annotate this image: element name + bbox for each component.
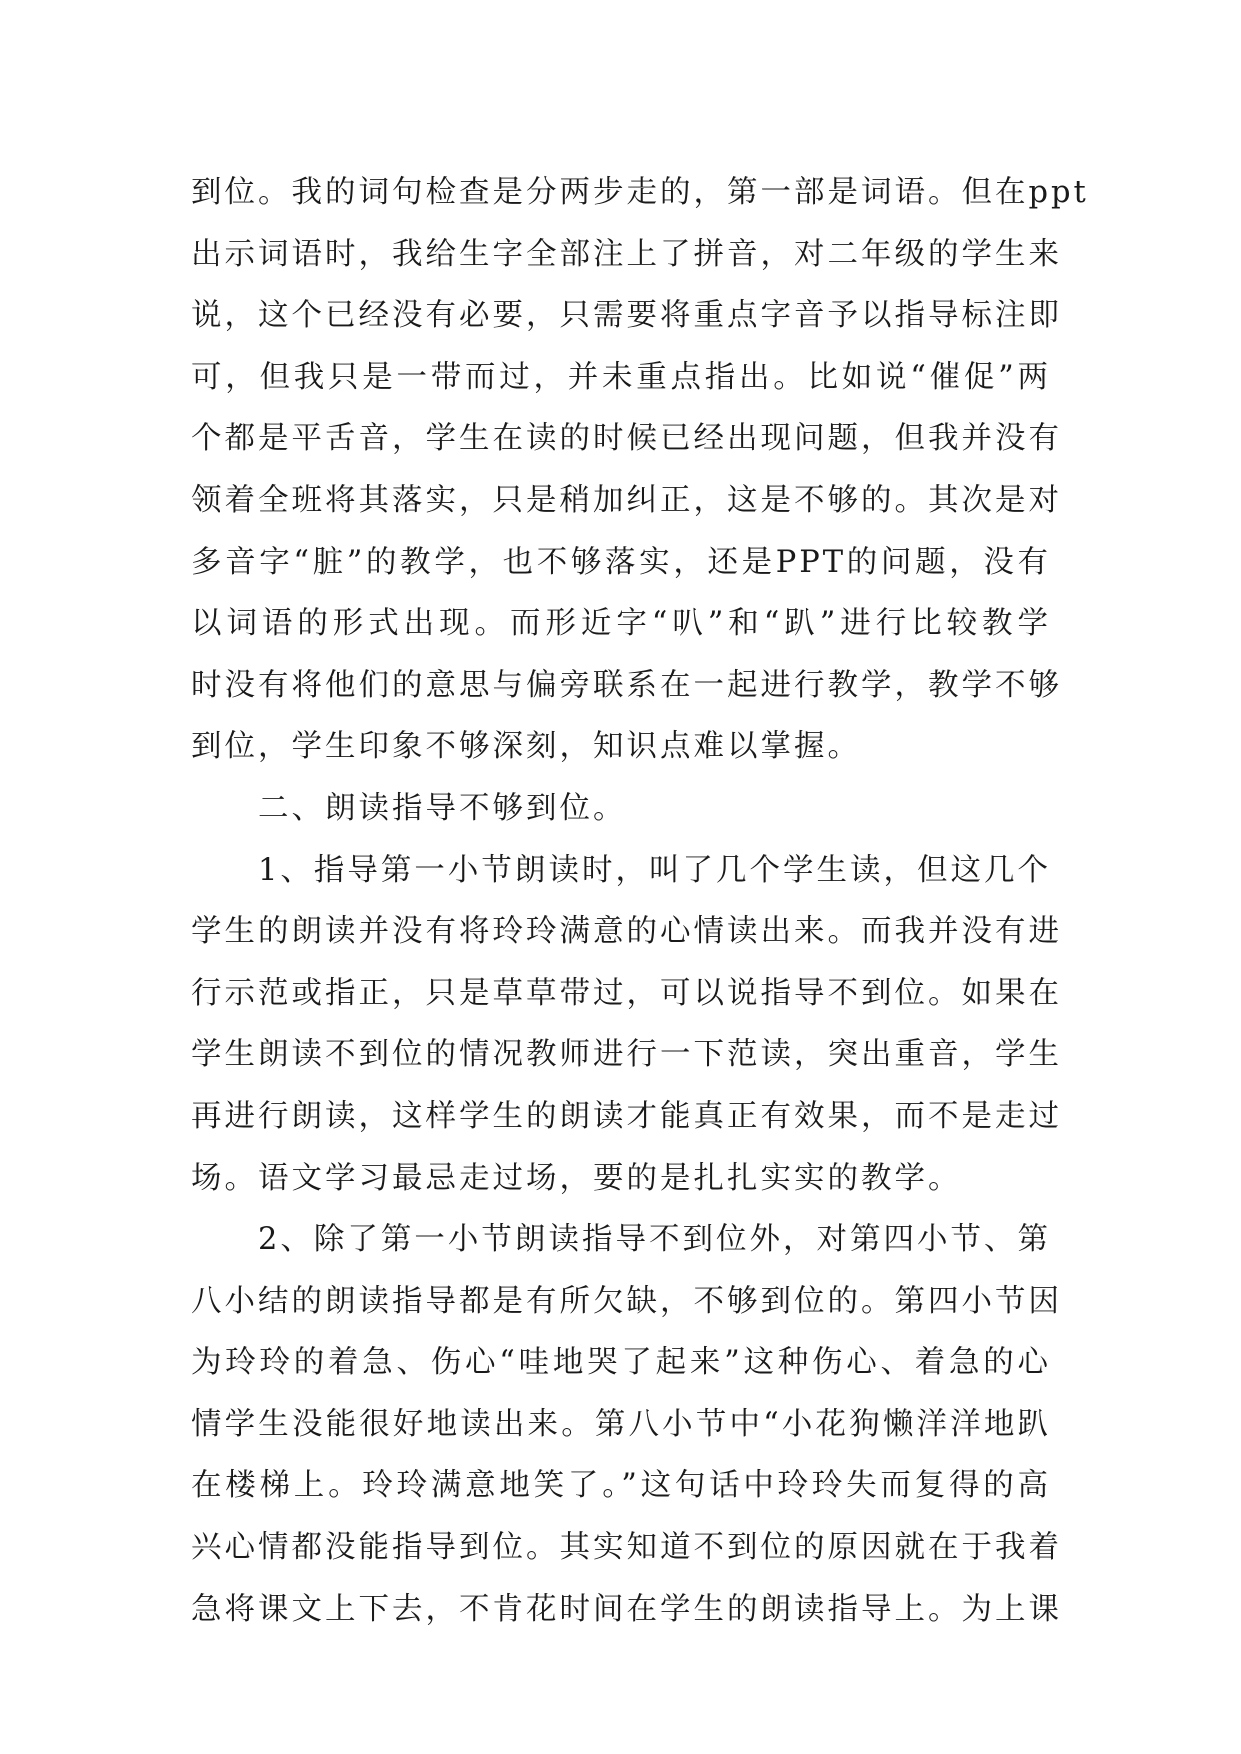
text-line: 为玲玲的着急、伤心“哇地哭了起来”这种伤心、着急的心	[191, 1345, 1051, 1381]
text-line: 领着全班将其落实，只是稍加纠正，这是不够的。其次是对	[191, 482, 1062, 518]
document-body	[191, 162, 1089, 1640]
paragraph-end-line: 到位，学生印象不够深刻，知识点难以掌握。	[191, 729, 861, 765]
text-line: 学生朗读不到位的情况教师进行一下范读，突出重音，学生	[191, 1037, 1062, 1073]
text-line: 兴心情都没能指导到位。其实知道不到位的原因就在于我着	[191, 1530, 1062, 1566]
paragraph-start-line: 2、除了第一小节朗读指导不到位外，对第四小节、第	[258, 1222, 1051, 1258]
text-line: 行示范或指正，只是草草带过，可以说指导不到位。如果在	[191, 975, 1062, 1011]
text-line: 多音字“脏”的教学，也不够落实，还是PPT的问题，没有	[191, 544, 1051, 580]
text-line: 说，这个已经没有必要，只需要将重点字音予以指导标注即	[191, 298, 1062, 334]
text-line: 在楼梯上。玲玲满意地笑了。”这句话中玲玲失而复得的高	[191, 1468, 1051, 1504]
text-line: 以词语的形式出现。而形近字“叭”和“趴”进行比较教学	[191, 606, 1051, 642]
paragraph-end-line: 场。语文学习最忌走过场，要的是扎扎实实的教学。	[191, 1160, 962, 1196]
text-line: 到位。我的词句检查是分两步走的，第一部是词语。但在ppt	[191, 175, 1089, 210]
section-heading: 二、朗读指导不够到位。	[258, 790, 627, 826]
text-line: 出示词语时，我给生字全部注上了拼音，对二年级的学生来	[191, 236, 1062, 272]
text-line: 再进行朗读，这样学生的朗读才能真正有效果，而不是走过	[191, 1098, 1062, 1134]
text-line: 可，但我只是一带而过，并未重点指出。比如说“催促”两	[191, 359, 1051, 395]
text-line: 八小结的朗读指导都是有所欠缺，不够到位的。第四小节因	[191, 1283, 1062, 1319]
text-line: 学生的朗读并没有将玲玲满意的心情读出来。而我并没有进	[191, 914, 1062, 950]
text-line: 急将课文上下去，不肯花时间在学生的朗读指导上。为上课	[191, 1591, 1062, 1627]
paragraph-start-line: 1、指导第一小节朗读时，叫了几个学生读，但这几个	[258, 852, 1051, 888]
text-line: 时没有将他们的意思与偏旁联系在一起进行教学，教学不够	[191, 667, 1062, 703]
text-line: 情学生没能很好地读出来。第八小节中“小花狗懒洋洋地趴	[191, 1406, 1051, 1442]
text-line: 个都是平舌音，学生在读的时候已经出现问题，但我并没有	[191, 421, 1062, 457]
